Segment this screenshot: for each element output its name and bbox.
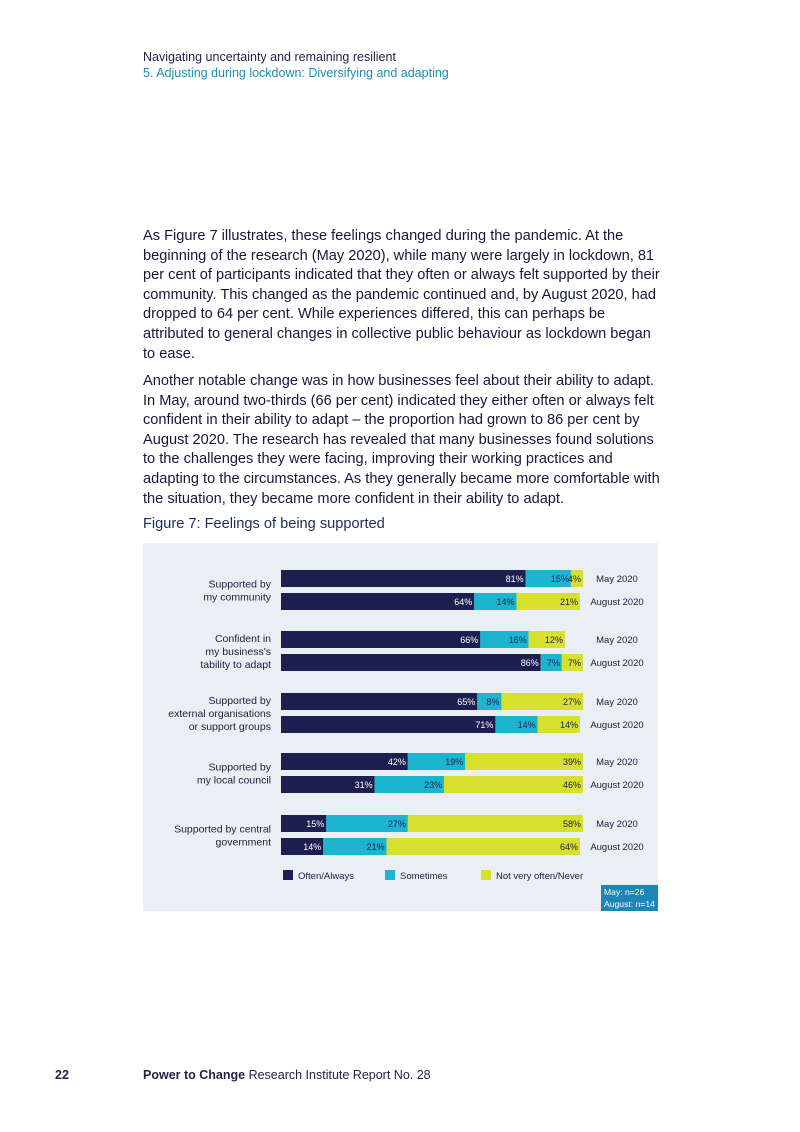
bar-segment-never: [408, 815, 583, 832]
group-label: Supported by central: [174, 823, 271, 836]
bar-segment-often: [281, 693, 477, 710]
data-label: 7%: [567, 658, 581, 668]
page-number: 22: [55, 1068, 69, 1082]
data-label: 14%: [517, 720, 536, 730]
bar-segment-often: [281, 654, 541, 671]
data-label: 8%: [486, 697, 500, 707]
data-label: 81%: [505, 574, 524, 584]
footer-report: [143, 1068, 431, 1082]
data-label: 64%: [559, 842, 578, 852]
bar-segment-often: [281, 631, 480, 648]
period-label: August 2020: [590, 597, 644, 608]
data-label: 14%: [496, 597, 515, 607]
group-label: Supported by: [208, 761, 271, 774]
group-label: my local council: [196, 774, 271, 787]
footer-report-name: Research Institute Report No. 28: [248, 1068, 431, 1082]
data-label: 21%: [559, 597, 578, 607]
bar-segment-often: [281, 570, 526, 587]
data-label: 4%: [567, 574, 581, 584]
legend-swatch-often: [283, 870, 293, 880]
group-label: Supported by: [208, 695, 271, 707]
data-label: 14%: [559, 720, 578, 730]
running-header-title: Navigating uncertainty and remaining resilient: [143, 50, 396, 64]
data-label: 16%: [508, 635, 527, 645]
group-label: tability to adapt: [200, 659, 271, 671]
period-label: August 2020: [590, 842, 644, 853]
legend-label-sometimes: Sometimes: [400, 871, 448, 882]
data-label: 42%: [387, 757, 406, 767]
stacked-bar-chart: [143, 543, 658, 911]
group-label: external organisations: [168, 708, 271, 720]
data-label: 58%: [562, 819, 581, 829]
bar-segment-often: [281, 716, 495, 733]
data-label: 15%: [550, 574, 569, 584]
sample-size-may: May: n=26: [604, 887, 645, 897]
figure-title: Figure 7: Feelings of being supported: [143, 516, 385, 532]
group-label: Supported by: [208, 578, 271, 591]
data-label: 46%: [562, 780, 581, 790]
data-label: 27%: [387, 819, 406, 829]
data-label: 23%: [424, 780, 443, 790]
legend-label-never: Not very often/Never: [496, 871, 584, 882]
data-label: 31%: [354, 780, 373, 790]
group-label: or support groups: [188, 721, 271, 733]
data-label: 86%: [520, 658, 539, 668]
data-label: 7%: [546, 658, 560, 668]
data-label: 27%: [562, 697, 581, 707]
group-label: my business's: [205, 646, 271, 658]
bar-segment-never: [387, 838, 580, 855]
legend-label-often: Often/Always: [298, 871, 354, 882]
group-label: government: [215, 836, 271, 849]
data-label: 71%: [475, 720, 494, 730]
sample-size-note: [601, 885, 658, 911]
sample-size-august: August: n=14: [604, 899, 655, 909]
period-label: May 2020: [596, 757, 638, 768]
period-label: May 2020: [596, 697, 638, 708]
legend-swatch-sometimes: [385, 870, 395, 880]
period-label: August 2020: [590, 780, 644, 791]
period-label: August 2020: [590, 658, 644, 669]
body-paragraph-1: As Figure 7 illustrates, these feelings changed during the pandemic. At the beginning of the research (May 2020), while many were largely in lockdown, 81 per cent of participants indicated that they often or always felt supported by their community. This changed as the pandemic continued and, by August 2020, had dropped to 64 per cent. While experiences differed, this can perhaps be attributed to general changes in collective public behaviour as lockdown began to ease.: [143, 228, 660, 362]
group-label: my community: [203, 591, 271, 604]
data-label: 65%: [457, 697, 476, 707]
data-label: 39%: [562, 757, 581, 767]
group-label: Confident in: [214, 633, 271, 645]
period-label: May 2020: [596, 635, 638, 646]
period-label: August 2020: [590, 720, 644, 731]
data-label: 12%: [544, 635, 563, 645]
bar-segment-often: [281, 593, 474, 610]
data-label: 21%: [366, 842, 385, 852]
period-label: May 2020: [596, 819, 638, 830]
running-header-section: 5. Adjusting during lockdown: Diversifying and adapting: [143, 66, 449, 80]
data-label: 64%: [454, 597, 473, 607]
data-label: 15%: [306, 819, 325, 829]
footer-brand: Power to Change: [143, 1068, 246, 1082]
body-paragraph-2: Another notable change was in how businesses feel about their ability to adapt. In May, around two-thirds (66 per cent) indicated they either often or always felt confident in their ability to adapt – the proportion had grown to 86 per cent by August 2020. The research has revealed that many businesses found solutions to the challenges they were facing, improving their working practices and adapting to the circumstances. As they generally became more comfortable with the situation, they became more confident in their ability to adapt.: [143, 373, 660, 507]
chart-svg: [143, 543, 658, 911]
data-label: 19%: [445, 757, 464, 767]
data-label: 14%: [303, 842, 322, 852]
period-label: May 2020: [596, 574, 638, 585]
data-label: 66%: [460, 635, 479, 645]
legend-swatch-never: [481, 870, 491, 880]
